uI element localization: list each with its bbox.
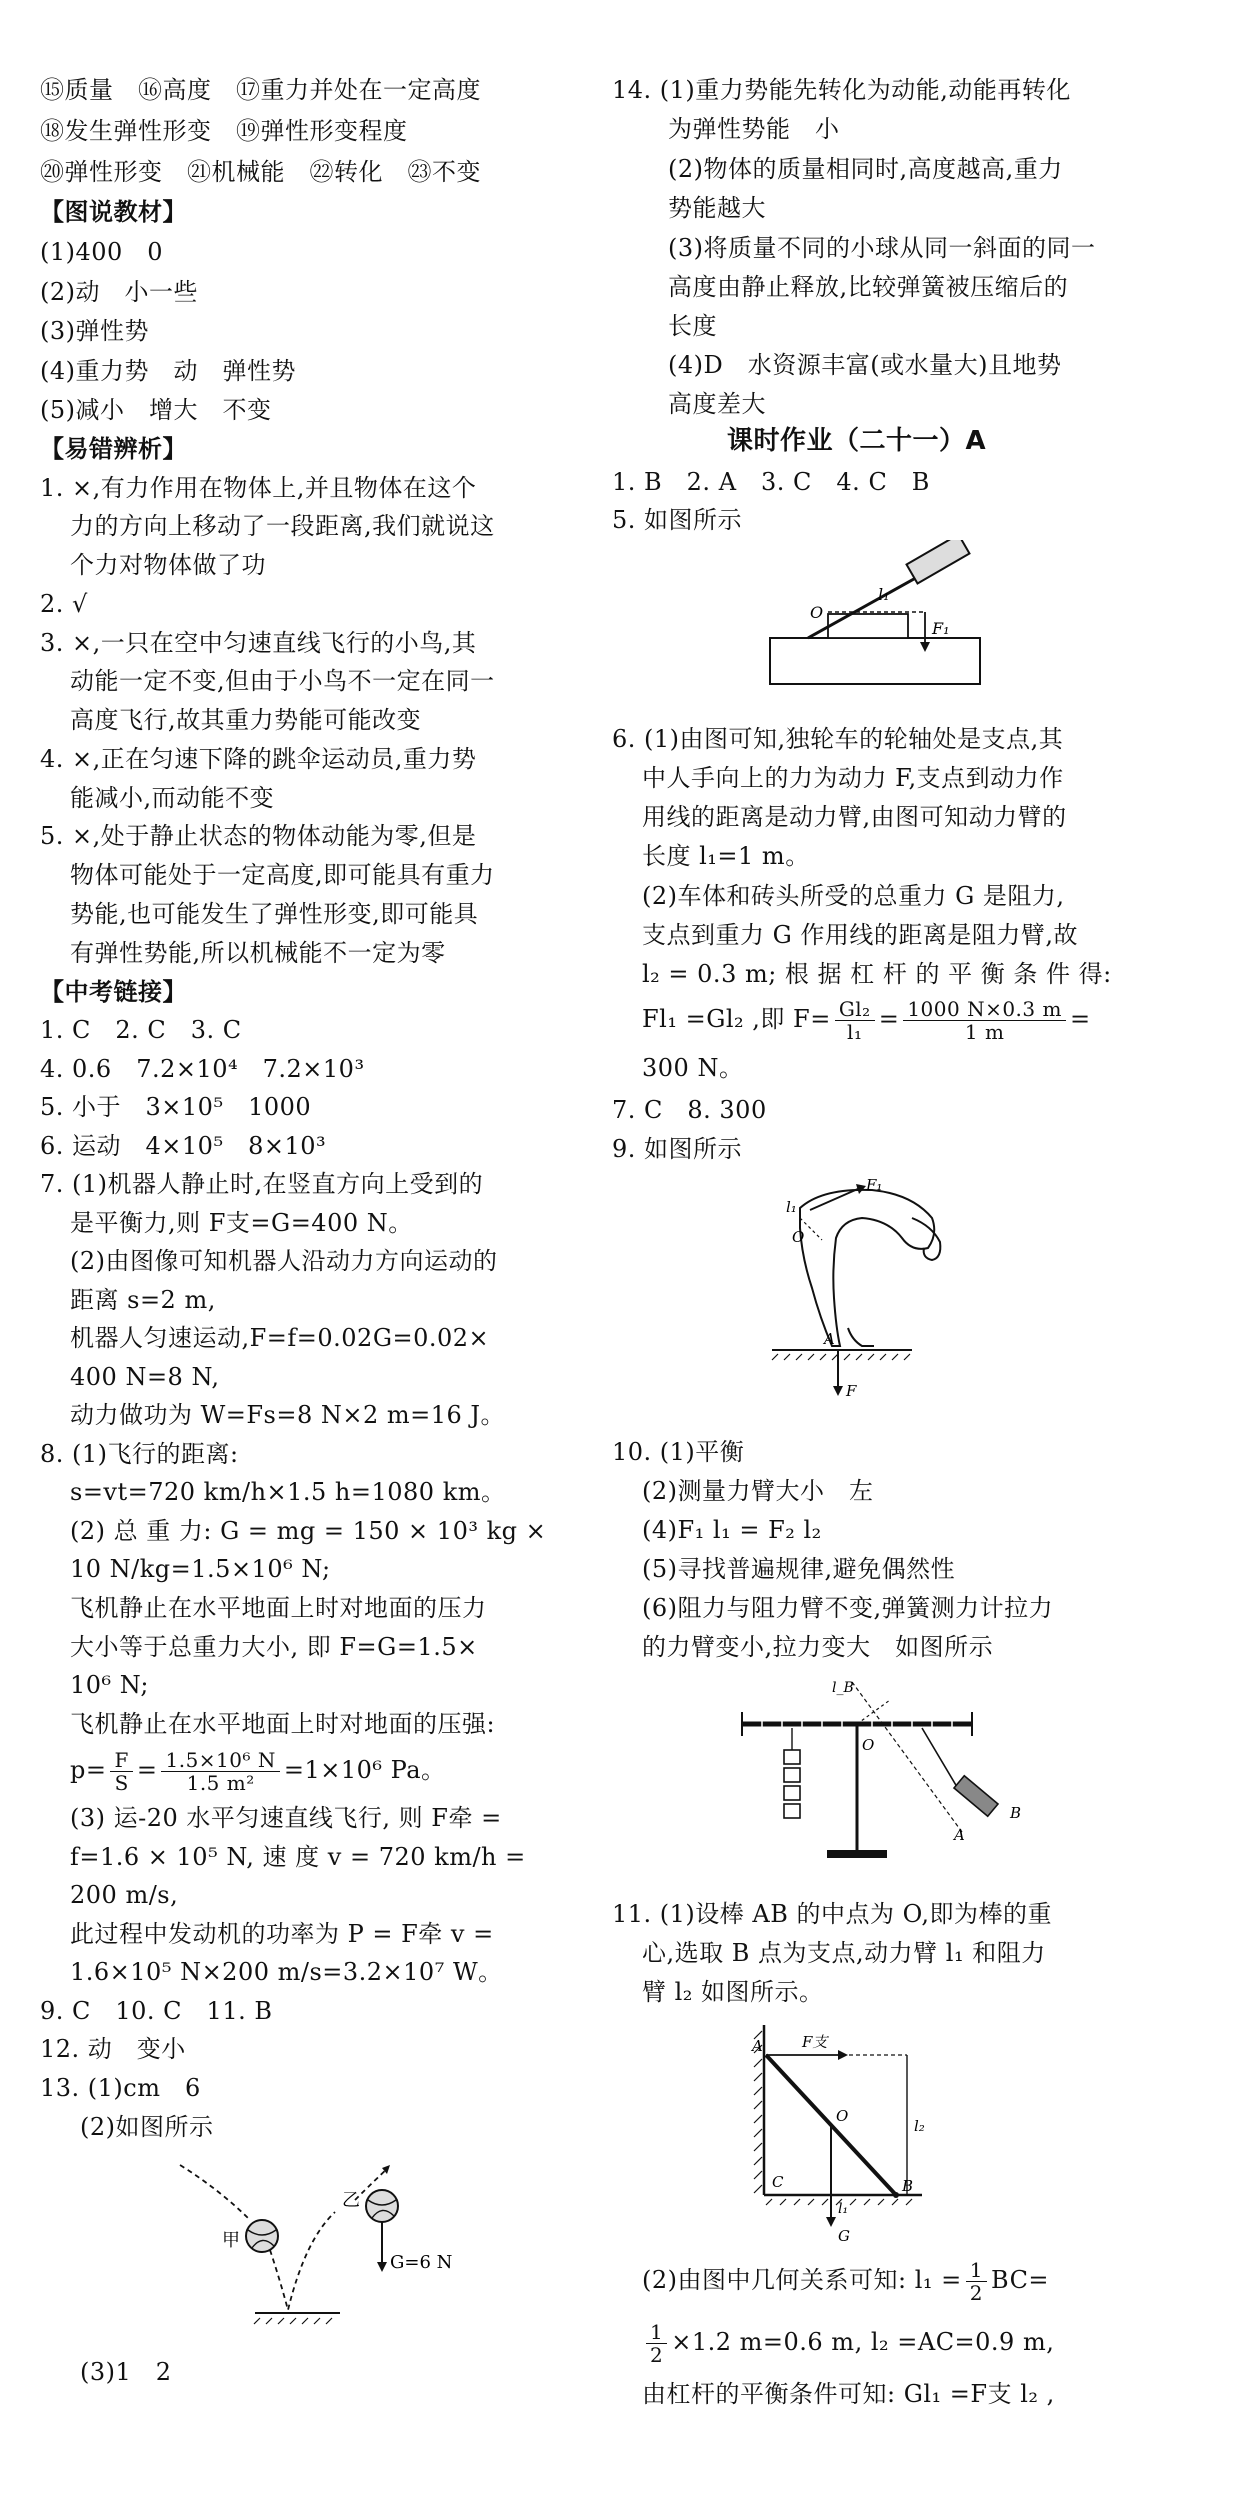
text-line: 9. C 10. C 11. B [40, 1997, 273, 2025]
formula-text: BC= [990, 2266, 1050, 2294]
text-line: 5. 如图所示 [612, 506, 743, 534]
text-line: 动力做功为 W=Fs=8 N×2 m=16 J。 [70, 1401, 506, 1429]
text-line: 10⁶ N; [70, 1671, 150, 1699]
fraction [903, 998, 1066, 1043]
weight [784, 1786, 800, 1800]
text-line: 长度 l₁=1 m。 [642, 842, 810, 870]
text-line: 长度 [668, 312, 717, 340]
arm-dashed [857, 1700, 890, 1724]
formula-geometry-l2 [642, 2316, 1054, 2368]
formula-text: p= [70, 1756, 107, 1784]
label-g: G [838, 2227, 850, 2245]
text-line: 的力臂变小,拉力变大 如图所示 [642, 1633, 994, 1661]
text-line: (2)动 小一些 [40, 278, 198, 306]
text-line: 距离 s=2 m, [70, 1286, 216, 1314]
figure-10-lever-experiment [722, 1672, 1042, 1872]
fraction [966, 2259, 987, 2304]
label-c: C [772, 2173, 784, 2191]
text-line: 13. (1)cm 6 [40, 2074, 201, 2102]
text-line: 200 m/s, [70, 1881, 179, 1909]
formula-text: = [1069, 1005, 1091, 1033]
weight [784, 1804, 800, 1818]
text-line: 300 N。 [642, 1054, 744, 1082]
numerator: Gl₂ [835, 998, 875, 1021]
person-hand [848, 1328, 874, 1346]
text-line: 高度飞行,故其重力势能可能改变 [70, 706, 422, 734]
text-line: 臂 l₂ 如图所示。 [642, 1978, 824, 2006]
label-f1: F₁ [932, 619, 950, 638]
section-heading-tushuo: 【图说教材】 [40, 198, 187, 226]
text-line: (5)减小 增大 不变 [40, 396, 272, 424]
text-line: (2)车体和砖头所受的总重力 G 是阻力, [642, 882, 1065, 910]
label-l1: l₁ [878, 585, 890, 604]
ball-jia [246, 2220, 278, 2252]
text-line: (2)物体的质量相同时,高度越高,重力 [668, 155, 1063, 183]
text-line: 1. ×,有力作用在物体上,并且物体在这个 [40, 474, 477, 502]
text-line: ⑳弹性形变 ㉑机械能 ㉒转化 ㉓不变 [40, 158, 481, 186]
label-o: O [836, 2107, 849, 2125]
fraction [161, 1749, 279, 1794]
label-l2: l₂ [914, 2117, 925, 2135]
label-f: F [846, 1382, 857, 1400]
text-line: 5. ×,处于静止状态的物体动能为零,但是 [40, 822, 477, 850]
label-b: B [902, 2177, 914, 2195]
person-outline [800, 1190, 934, 1346]
figure-13-ball-trajectory [160, 2150, 460, 2330]
text-line: 由杠杆的平衡条件可知: Gl₁ =F支 l₂ , [642, 2380, 1055, 2408]
text-line: (2)如图所示 [80, 2113, 214, 2141]
text-line: 1. C 2. C 3. C [40, 1016, 242, 1044]
text-line: 是平衡力,则 F支=G=400 N。 [70, 1209, 413, 1237]
fraction [110, 1749, 132, 1794]
text-line: 3. ×,一只在空中匀速直线飞行的小鸟,其 [40, 629, 477, 657]
formula-text: =1×10⁶ Pa。 [283, 1756, 446, 1784]
text-line: 8. (1)飞行的距离: [40, 1440, 239, 1468]
text-line: 机器人匀速运动,F=f=0.02G=0.02× [70, 1324, 490, 1352]
support-block [828, 614, 908, 638]
section-heading-yicuo: 【易错辨析】 [40, 435, 187, 463]
text-line: 力的方向上移动了一段距离,我们就说这 [70, 512, 495, 540]
text-line: 6. 运动 4×10⁵ 8×10³ [40, 1132, 327, 1160]
fraction [835, 998, 875, 1043]
weight [784, 1768, 800, 1782]
spring-string [922, 1728, 960, 1792]
text-line: 个力对物体做了功 [70, 551, 266, 579]
label-l1: l₁ [786, 1198, 797, 1216]
base-block [770, 638, 980, 684]
text-line: 12. 动 变小 [40, 2035, 186, 2063]
section-heading-zhongkao: 【中考链接】 [40, 978, 187, 1006]
text-line: 10. (1)平衡 [612, 1438, 745, 1466]
label-o: O [810, 603, 824, 622]
denominator: 2 [650, 2343, 664, 2367]
text-line: (2)由图像可知机器人沿动力方向运动的 [70, 1247, 498, 1275]
label-gravity: G=6 N [390, 2252, 453, 2273]
text-line: (4)F₁ l₁ = F₂ l₂ [642, 1516, 822, 1544]
label-b: B [1010, 1804, 1022, 1822]
text-line: l₂ = 0.3 m; 根 据 杠 杆 的 平 衡 条 件 得: [642, 960, 1112, 988]
text-line: (3)将质量不同的小球从同一斜面的同一 [668, 234, 1096, 262]
formula-geometry-l1 [642, 2254, 1049, 2306]
text-line: 14. (1)重力势能先转化为动能,动能再转化 [612, 76, 1071, 104]
text-line: 势能,也可能发生了弹性形变,即可能具 [70, 900, 479, 928]
denominator: l₁ [847, 1020, 863, 1044]
text-line: 11. (1)设棒 AB 的中点为 O,即为棒的重 [612, 1900, 1053, 1928]
stand-base [827, 1850, 887, 1858]
label-o: O [792, 1228, 805, 1246]
numerator: 1 [966, 2259, 987, 2282]
text-line: 4. ×,正在匀速下降的跳伞运动员,重力势 [40, 745, 477, 773]
text-line: 高度由静止释放,比较弹簧被压缩后的 [668, 273, 1069, 301]
text-line: 4. 0.6 7.2×10⁴ 7.2×10³ [40, 1055, 365, 1083]
text-line: 1. B 2. A 3. C 4. C B [612, 468, 930, 496]
label-jia: 甲 [222, 2230, 240, 2251]
figure-11-rod-wall [742, 2015, 972, 2245]
text-line: 大小等于总重力大小, 即 F=G=1.5× [70, 1633, 478, 1661]
gravity-arrow-head [377, 2262, 387, 2272]
text-line: (6)阻力与阻力臂不变,弹簧测力计拉力 [642, 1594, 1054, 1622]
denominator: 1.5 m² [186, 1771, 255, 1795]
text-line: (2) 总 重 力: G = mg = 150 × 10³ kg × [70, 1517, 547, 1545]
force-line-dashed [852, 1682, 962, 1832]
formula-pressure [70, 1744, 446, 1796]
text-line: (1)400 0 [40, 238, 164, 266]
label-a: A [824, 1330, 835, 1348]
text-line: 2. √ [40, 590, 88, 618]
label-a: A [954, 1826, 965, 1844]
text-line: 6. (1)由图可知,独轮车的轮轴处是支点,其 [612, 725, 1064, 753]
denominator: 2 [969, 2281, 983, 2305]
numerator: F [110, 1749, 132, 1772]
text-line: 400 N=8 N, [70, 1363, 220, 1391]
formula-text: = [136, 1756, 158, 1784]
trajectory-dashed [270, 2212, 335, 2310]
label-a: A [752, 2037, 763, 2055]
text-line: f=1.6 × 10⁵ N, 速 度 v = 720 km/h = [70, 1843, 526, 1871]
page-title: 课时作业（二十一）A [727, 426, 987, 456]
force-f-arrow [833, 1386, 843, 1396]
numerator: 1000 N×0.3 m [903, 998, 1066, 1021]
numerator: 1.5×10⁶ N [161, 1749, 279, 1772]
text-line: 高度差大 [668, 390, 766, 418]
fraction [646, 2321, 667, 2366]
text-line: 势能越大 [668, 194, 766, 222]
weight [784, 1750, 800, 1764]
text-line: 支点到重力 G 作用线的距离是阻力臂,故 [642, 921, 1079, 949]
text-line: ⑮质量 ⑯高度 ⑰重力并处在一定高度 [40, 76, 481, 104]
gravity-arrow [826, 2217, 836, 2227]
wall-hatch [754, 2031, 762, 2193]
formula-text: (2)由图中几何关系可知: l₁ = [642, 2266, 962, 2294]
text-line: (3)1 2 [80, 2358, 172, 2386]
text-line: 心,选取 B 点为支点,动力臂 l₁ 和阻力 [642, 1939, 1046, 1967]
text-line: (2)测量力臂大小 左 [642, 1477, 874, 1505]
text-line: 此过程中发动机的功率为 P = F牵 v = [70, 1920, 494, 1948]
label-o: O [862, 1736, 875, 1754]
text-line: 5. 小于 3×10⁵ 1000 [40, 1093, 312, 1121]
label-yi: 乙 [342, 2190, 360, 2211]
text-line: 动能一定不变,但由于小鸟不一定在同一 [70, 667, 495, 695]
trajectory-dashed [180, 2165, 250, 2220]
weight-block [907, 540, 970, 584]
denominator: 1 m [964, 1020, 1005, 1044]
text-line: 用线的距离是动力臂,由图可知动力臂的 [642, 803, 1067, 831]
text-line: (4)重力势 动 弹性势 [40, 357, 296, 385]
ball-yi [366, 2190, 398, 2222]
formula-text: Fl₁ =Gl₂ ,即 F= [642, 1005, 831, 1033]
text-line: 飞机静止在水平地面上时对地面的压力 [70, 1594, 487, 1622]
label-f1: F₁ [866, 1176, 883, 1194]
text-line: (4)D 水资源丰富(或水量大)且地势 [668, 351, 1062, 379]
text-line: (3) 运-20 水平匀速直线飞行, 则 F牵 = [70, 1804, 502, 1832]
text-line: 10 N/kg=1.5×10⁶ N; [70, 1555, 331, 1583]
text-line: (5)寻找普遍规律,避免偶然性 [642, 1555, 956, 1583]
figure-5-lever [760, 540, 990, 700]
text-line: s=vt=720 km/h×1.5 h=1080 km。 [70, 1478, 506, 1506]
text-line: ⑱发生弹性形变 ⑲弹性形变程度 [40, 117, 408, 145]
formula-lever-balance [642, 993, 1091, 1045]
text-line: 能减小,而动能不变 [70, 784, 275, 812]
label-l1: l₁ [838, 2201, 849, 2217]
figure-9-bending-person [762, 1168, 992, 1408]
text-line: (3)弹性势 [40, 317, 149, 345]
label-fz: F支 [802, 2033, 828, 2051]
numerator: 1 [646, 2321, 667, 2344]
text-line: 7. (1)机器人静止时,在竖直方向上受到的 [40, 1170, 484, 1198]
text-line: 中人手向上的力为动力 F,支点到动力作 [642, 764, 1064, 792]
text-line: 有弹性势能,所以机械能不一定为零 [70, 939, 446, 967]
text-line: 9. 如图所示 [612, 1135, 743, 1163]
denominator: S [114, 1771, 129, 1795]
text-line: 飞机静止在水平地面上时对地面的压强: [70, 1710, 496, 1738]
formula-text: ×1.2 m=0.6 m, l₂ =AC=0.9 m, [671, 2328, 1055, 2356]
text-line: 7. C 8. 300 [612, 1096, 767, 1124]
text-line: 为弹性势能 小 [668, 115, 840, 143]
label-lb: l_B [832, 1680, 854, 1696]
ground-hatch [254, 2318, 332, 2324]
spring-balance [954, 1776, 998, 1817]
text-line: 1.6×10⁵ N×200 m/s=3.2×10⁷ W。 [70, 1958, 503, 1986]
ground-hatch [772, 1354, 910, 1360]
pivot-b [893, 2192, 899, 2198]
text-line: 物体可能处于一定高度,即可能具有重力 [70, 861, 495, 889]
formula-text: = [878, 1005, 900, 1033]
